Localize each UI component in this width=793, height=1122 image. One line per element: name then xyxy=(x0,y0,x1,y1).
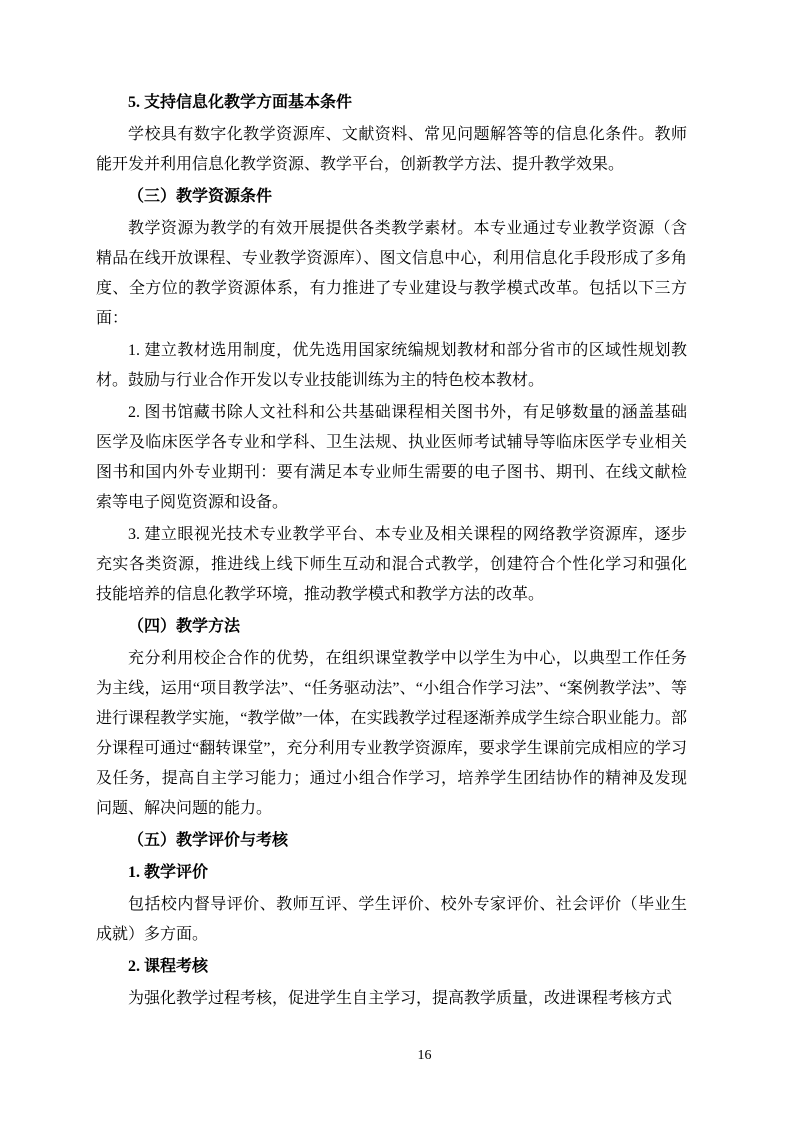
section-heading: 2. 课程考核 xyxy=(128,958,209,975)
paragraph: 包括校内督导评价、教师互评、学生评价、校外专家评价、社会评价（毕业生成就）多方面。 xyxy=(96,896,687,943)
paragraph: 学校具有数字化教学资源库、文献资料、常见问题解答等的信息化条件。教师能开发并利用信息化教学资源、教学平台，创新教学方法、提升教学效果。 xyxy=(96,126,687,173)
paragraph: 充分利用校企合作的优势，在组织课堂教学中以学生为中心，以典型工作任务为主线，运用“项目教学法”、“任务驱动法”、“小组合作学习法”、“案例教学法”、等进行课程教学实施，“教学做”一体，在实践教学过程逐渐养成学生综合职业能力。部分课程可通过“翻转课堂”，充分利用专业教学资源库，要求学生课前完成相应的学习及任务，提高自主学习能力；通过小组合作学习，培养学生团结协作的精神及发现问题、解决问题的能力。 xyxy=(96,650,687,817)
section-heading: 1. 教学评价 xyxy=(128,864,209,881)
paragraph: 1. 建立教材选用制度，优先选用国家统编规划教材和部分省市的区域性规划教材。鼓励与行业合作开发以专业技能训练为主的特色校本教材。 xyxy=(96,342,687,389)
section-heading: （五）教学评价与考核 xyxy=(128,832,289,849)
document-body xyxy=(96,86,687,1016)
paragraph: 为强化教学过程考核，促进学生自主学习，提高教学质量，改进课程考核方式 xyxy=(128,990,673,1007)
paragraph: 教学资源为教学的有效开展提供各类教学素材。本专业通过专业教学资源（含精品在线开放课程、专业教学资源库）、图文信息中心，利用信息化手段形成了多角度、全方位的教学资源体系，有力推进了专业建设与教学模式改革。包括以下三方面： xyxy=(96,220,687,327)
paragraph: 3. 建立眼视光技术专业教学平台、本专业及相关课程的网络教学资源库，逐步充实各类资源，推进线上线下师生互动和混合式教学，创建符合个性化学习和强化技能培养的信息化教学环境，推动教学模式和教学方法的改革。 xyxy=(96,526,687,603)
section-heading: （三）教学资源条件 xyxy=(128,188,273,205)
section-heading: （四）教学方法 xyxy=(128,618,241,635)
section-heading: 5. 支持信息化教学方面基本条件 xyxy=(128,94,353,111)
page-number: 16 xyxy=(417,1048,432,1063)
paragraph: 2. 图书馆藏书除人文社科和公共基础课程相关图书外，有足够数量的涵盖基础医学及临床医学各专业和学科、卫生法规、执业医师考试辅导等临床医学专业相关图书和国内外专业期刊：要有满足本专业师生需要的电子图书、期刊、在线文献检索等电子阅览资源和设备。 xyxy=(96,404,687,511)
